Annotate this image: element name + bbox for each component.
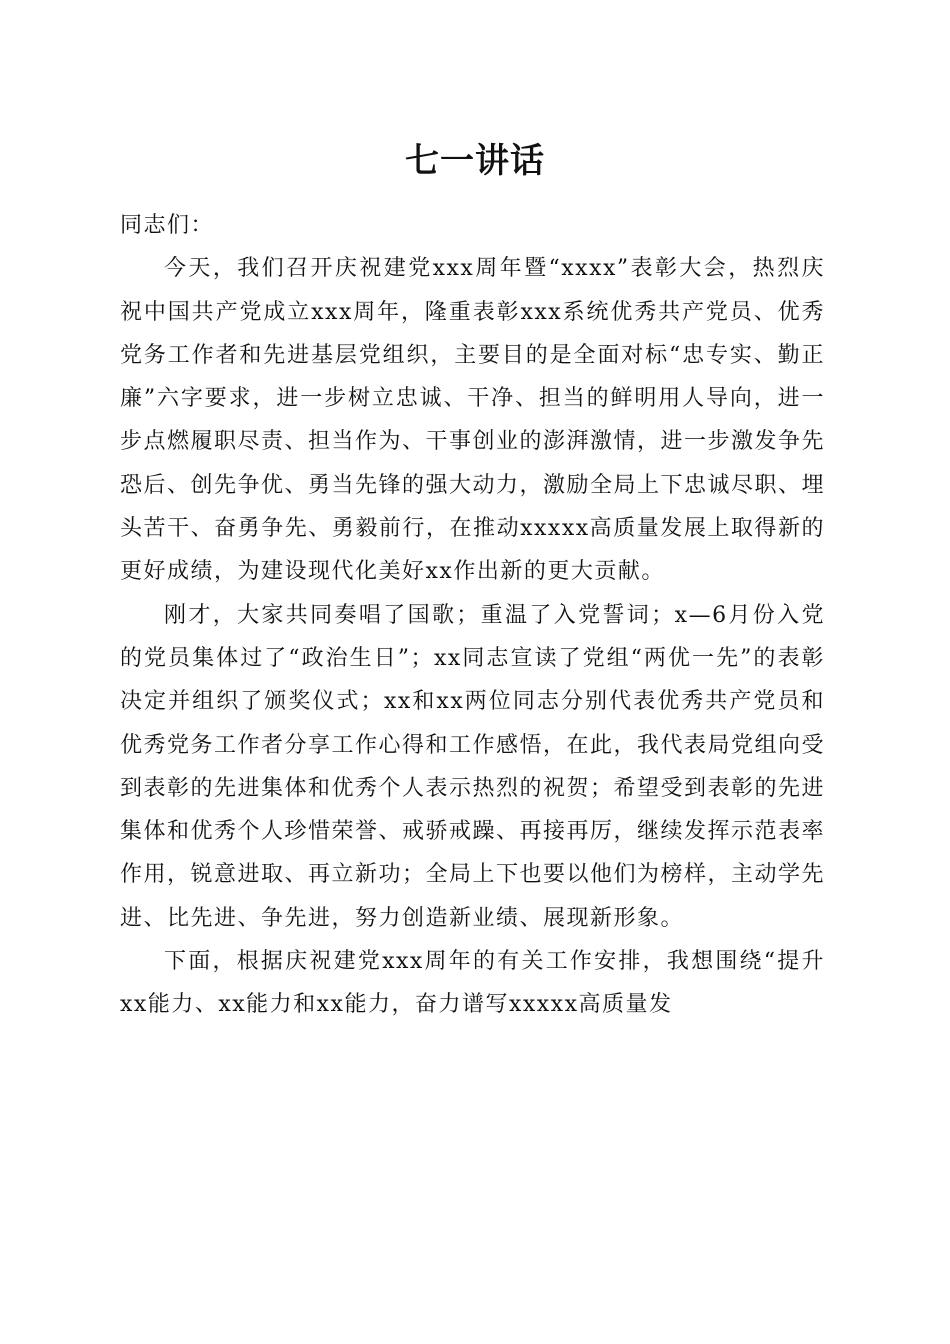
document-body: [120, 204, 825, 1027]
document-title: 七一讲话: [405, 141, 545, 181]
paragraph-1: 今天，我们召开庆祝建党xxx周年暨“xxxx”表彰大会，热烈庆祝中国共产党成立xxx周年，隆重表彰xxx系统优秀共产党员、优秀党务工作者和先进基层党组织，主要目的是全面对标“忠专实、勤正廉”六字要求，进一步树立忠诚、干净、担当的鲜明用人导向，进一步点燃履职尽责、担当作为、干事创业的澎湃激情，进一步激发争先恐后、创先争优、勇当先锋的强大动力，激励全局上下忠诚尽职、埋头苦干、奋勇争先、勇毅前行，在推动xxxxx高质量发展上取得新的更好成绩，为建设现代化美好xx作出新的更大贡献。: [120, 256, 826, 585]
paragraph-2: 刚才，大家共同奏唱了国歌；重温了入党誓词；x—6月份入党的党员集体过了“政治生日”；xx同志宣读了党组“两优一先”的表彰决定并组织了颁奖仪式；xx和xx两位同志分别代表优秀共产党员和优秀党务工作者分享工作心得和工作感悟，在此，我代表局党组向受到表彰的先进集体和优秀个人表示热烈的祝贺；希望受到表彰的先进集体和优秀个人珍惜荣誉、戒骄戒躁、再接再厉，继续发挥示范表率作用，锐意进取、再立新功；全局上下也要以他们为榜样，主动学先进、比先进、争先进，努力创造新业绩、展现新形象。: [120, 602, 826, 931]
salutation: 同志们：: [120, 213, 215, 238]
paragraph-3: 下面，根据庆祝建党xxx周年的有关工作安排，我想围绕“提升xx能力、xx能力和xx能力，奋力谱写xxxxx高质量发: [120, 949, 825, 1018]
